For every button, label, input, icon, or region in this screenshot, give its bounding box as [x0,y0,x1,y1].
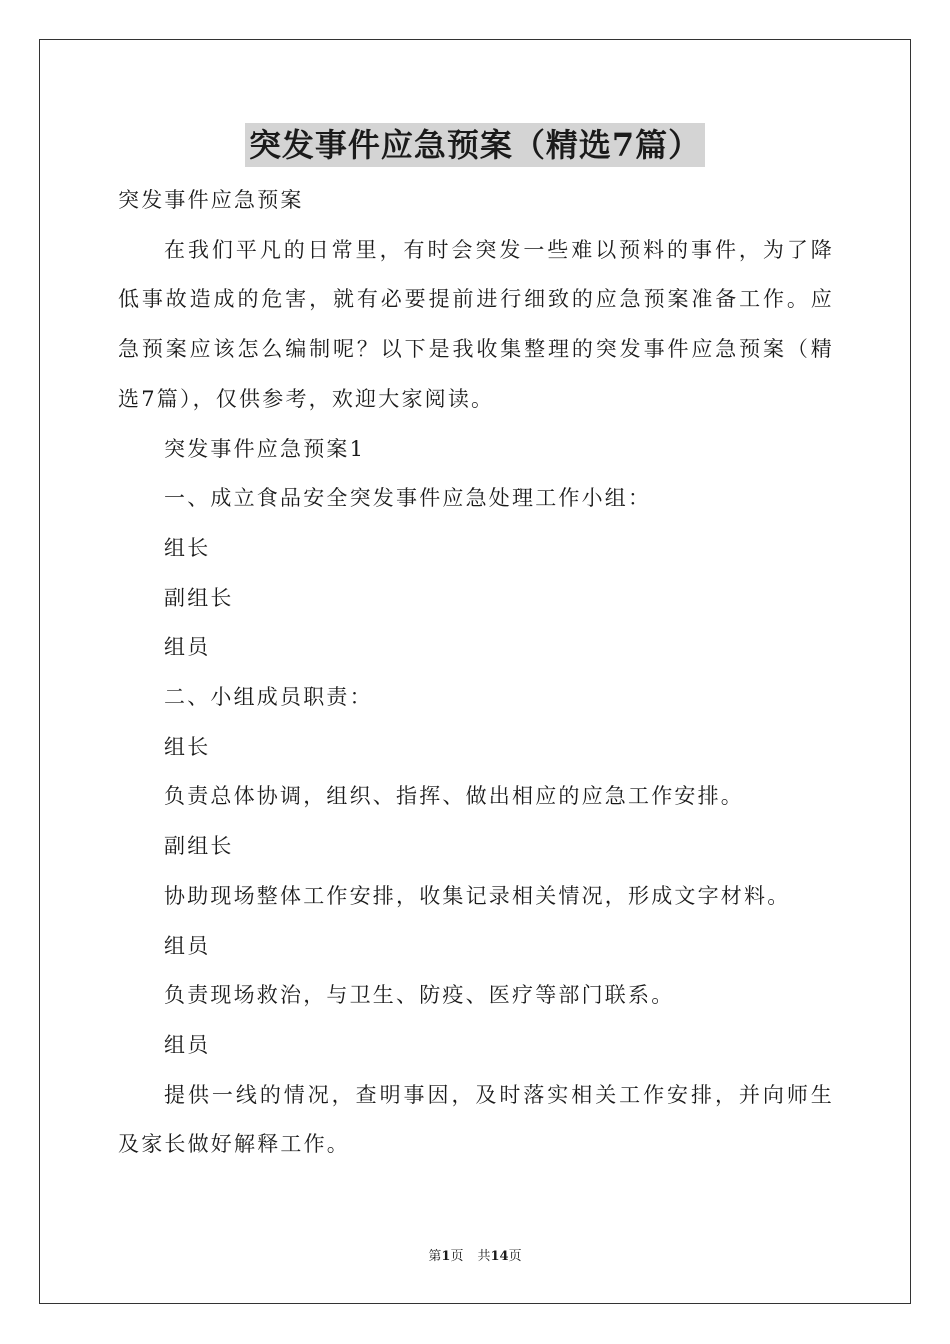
document-title: 突发事件应急预案（精选7篇） [245,123,705,167]
paragraph: 副组长 [164,834,234,859]
paragraph: 负责现场救治，与卫生、防疫、医疗等部门联系。 [164,983,675,1008]
page-prefix: 第 [428,1249,442,1264]
paragraph: 协助现场整体工作安排，收集记录相关情况，形成文字材料。 [164,883,791,908]
paragraph: 副组长 [164,585,234,610]
paragraph: 提供一线的情况，查明事因，及时落实相关工作安排，并向师生及家长做好解释工作。 [118,1082,834,1157]
paragraph: 组员 [164,1032,211,1057]
paragraph: 组员 [164,635,211,660]
paragraph: 组员 [164,933,211,958]
paragraph: 在我们平凡的日常里，有时会突发一些难以预料的事件，为了降低事故造成的危害，就有必要提前进行细致的应急预案准备工作。应急预案应该怎么编制呢？以下是我收集整理的突发事件应急预案（精选7篇），仅供参考，欢迎大家阅读。 [118,237,834,411]
total-prefix: 共 [477,1249,491,1264]
paragraph: 负责总体协调，组织、指挥、做出相应的应急工作安排。 [164,784,744,809]
paragraph: 组长 [164,535,211,560]
paragraph: 突发事件应急预案 [118,188,304,212]
total-suffix: 页 [508,1249,522,1264]
paragraph: 一、成立食品安全突发事件应急处理工作小组： [164,486,652,511]
paragraph: 二、小组成员职责： [164,685,373,710]
page-footer [0,1248,950,1266]
total-pages: 14 [490,1249,509,1264]
document-body [118,176,834,1170]
page-suffix: 页 [450,1249,464,1264]
title-container [0,123,950,167]
paragraph: 突发事件应急预案1 [164,436,366,461]
paragraph: 组长 [164,734,211,759]
page-number: 1 [441,1249,451,1264]
